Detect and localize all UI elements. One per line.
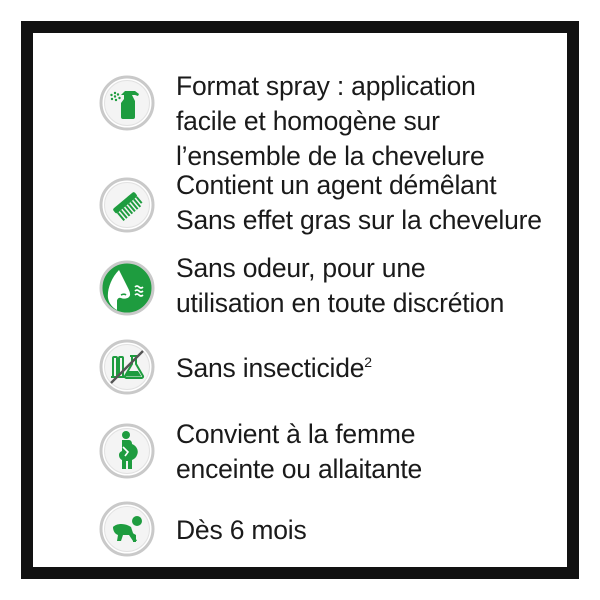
feature-line: Dès 6 mois [176,515,307,545]
feature-line: l’ensemble de la chevelure [176,141,485,171]
feature-line: enceinte ou allaitante [176,454,423,484]
feature-text: Sans insecticide [176,353,365,383]
comb-icon [99,177,155,233]
feature-line: Convient à la femme [176,419,416,449]
no-insecticide-icon [99,339,155,395]
spray-bottle-icon [99,75,155,131]
feature-line: Format spray : application [176,71,476,101]
footnote-marker: 2 [364,354,372,371]
nose-odor-icon [99,260,155,316]
feature-line [176,353,372,384]
feature-line: facile et homogène sur [176,106,440,136]
feature-line: Sans effet gras sur la chevelure [176,205,542,235]
feature-line: Contient un agent démêlant [176,170,497,200]
feature-line: Sans odeur, pour une [176,253,426,283]
crawling-baby-icon [99,501,155,557]
feature-line: utilisation en toute discrétion [176,288,505,318]
pregnant-woman-icon [99,423,155,479]
feature-panel [21,21,579,579]
